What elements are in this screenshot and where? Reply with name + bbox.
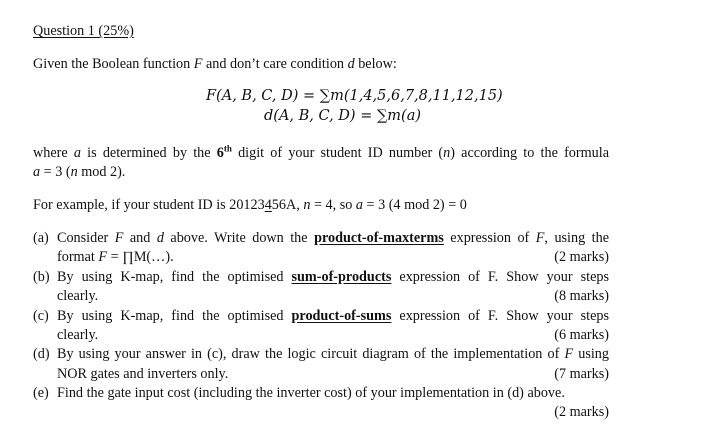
part-b-text-1: By using K-map, find the optimised [57, 269, 292, 285]
where-var-n: n [443, 145, 451, 161]
part-a-text-3: above. Write down the [163, 230, 315, 246]
where-text-2: is determined by the [80, 145, 217, 161]
part-c-marks: (6 marks) [554, 327, 609, 343]
part-c-text-1: By using K-map, find the optimised [57, 308, 292, 324]
part-b-marks: (8 marks) [554, 288, 609, 304]
question-title: Question 1 (25%) [33, 23, 134, 39]
product-of-maxterms-keyword: product-of-maxterms [314, 230, 444, 246]
example-text-4: = 3 (4 mod 2) = 0 [362, 197, 467, 213]
intro-text-1: Given the Boolean function [33, 56, 194, 72]
part-a-text-2: and [123, 230, 157, 246]
part-d-var-F: F [564, 346, 574, 362]
part-e-label: (e) [33, 385, 49, 401]
part-e-line-1: Find the gate input cost (including the inverter cost) of your implementation in (d) above. [57, 385, 565, 401]
part-a-var-F: F [114, 230, 124, 246]
part-d-marks: (7 marks) [554, 366, 609, 382]
intro-line [33, 56, 397, 73]
example-text-3: = 4, so [310, 197, 356, 213]
part-c-line-1 [57, 308, 609, 325]
part-a-var-d: d [156, 230, 164, 246]
example-digit: 4 [264, 197, 272, 213]
part-a-text-4: expression of [443, 230, 536, 246]
formula-text-1: = 3 ( [40, 164, 71, 180]
part-d-label: (d) [33, 346, 50, 362]
example-text-2: 56A, [271, 197, 304, 213]
where-line-1 [33, 145, 609, 162]
sum-of-products-keyword: sum-of-products [291, 269, 392, 285]
where-text-1: where [33, 145, 74, 161]
part-b-line-1 [57, 269, 609, 286]
sixth-sup: th [223, 143, 232, 154]
product-of-sums-keyword: product-of-sums [291, 308, 392, 324]
where-text-3: digit of your student ID number ( [231, 145, 444, 161]
intro-text-3: below: [354, 56, 397, 72]
sixth-digit: 6 [216, 145, 224, 161]
intro-var-d: d [347, 56, 355, 72]
part-a-line-1 [57, 230, 609, 247]
part-c-label: (c) [33, 308, 49, 324]
part-d-text-1: By using your answer in (c), draw the logic circuit diagram of the implementation of [57, 346, 565, 362]
intro-var-F: F [193, 56, 203, 72]
part-a-label: (a) [33, 230, 49, 246]
part-a-text-5: , using the [544, 230, 609, 246]
intro-text-2: and don’t care condition [202, 56, 348, 72]
part-a-text-1: Consider [57, 230, 115, 246]
part-b-text-2: expression of F. Show your steps [391, 269, 609, 285]
equation-d: d(A, B, C, D) = ∑m(a) [264, 108, 422, 124]
part-a-format-var-F: F [98, 249, 108, 265]
part-e-marks: (2 marks) [554, 404, 609, 420]
part-a-line-2 [57, 249, 174, 266]
part-b-line-2: clearly. [57, 288, 99, 304]
formula-var-a: a [33, 164, 41, 180]
part-d-line-1 [57, 346, 609, 363]
example-line [33, 197, 467, 214]
part-a-format-expr: = ∏M(…). [107, 249, 174, 265]
equation-F: F(A, B, C, D) = ∑m(1,4,5,6,7,8,11,12,15) [206, 88, 503, 104]
formula-text-2: mod 2). [77, 164, 126, 180]
part-d-text-2: using [573, 346, 609, 362]
part-c-line-2: clearly. [57, 327, 99, 343]
part-a-var-F-2: F [535, 230, 545, 246]
part-a-format-text: format [57, 249, 99, 265]
part-b-label: (b) [33, 269, 50, 285]
example-text-1: For example, if your student ID is 20123 [33, 197, 265, 213]
part-a-marks: (2 marks) [554, 249, 609, 265]
where-line-2 [33, 164, 125, 181]
part-d-line-2: NOR gates and inverters only. [57, 366, 229, 382]
example-var-n: n [303, 197, 311, 213]
where-text-4: ) according to the formula [450, 145, 609, 161]
part-c-text-2: expression of F. Show your steps [391, 308, 609, 324]
example-var-a: a [355, 197, 363, 213]
formula-var-n: n [70, 164, 78, 180]
where-var-a: a [73, 145, 81, 161]
